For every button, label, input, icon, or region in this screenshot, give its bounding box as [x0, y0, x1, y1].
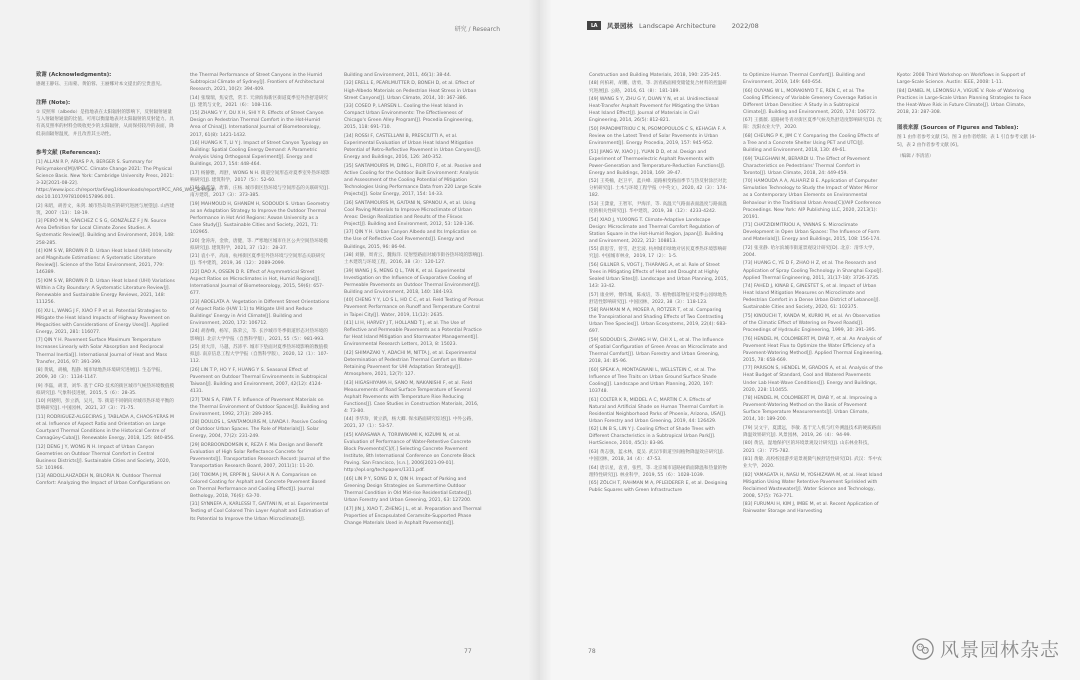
reference-item: [13] ABDOLLAHZADEH N, BILORIA N. Outdoor Thermal Comfort: Analyzing the Impact of Urban Configurations on — [36, 474, 170, 487]
notes-heading: 注释 (Note): — [36, 100, 71, 107]
page-number: 77 — [464, 648, 472, 655]
left-column-3 — [344, 72, 484, 528]
left-columns — [36, 72, 484, 528]
reference-item: [30] TOKIMA J M, ERPFIN J, SHAH A N A. Comparison on Colored Coating for Asphalt and Concrete Pavement Based on Thermal Performance and Cooling Effect[J]. Journal Bethology, 2018, 76(6): 63-70. — [190, 472, 326, 499]
reference-item: the Thermal Performance of Street Canyons in the Humid Subtropical Climate of Sydney[J]. Frontiers of Architectural Research, 2021, 10(2): 394-409. — [190, 73, 325, 93]
wechat-logo-icon — [912, 638, 934, 660]
ref-list — [190, 72, 330, 523]
reference-item: [50] PAPADIMITRIOU C N, PSOMOPOULOS C S, KEHAGIA F. A Review on the Latest Trend of Solar Pavements in Urban Environment[J]. Energy Procedia, 2019, 157: 945-952. — [589, 126, 726, 147]
reference-item: [57] 康业婷，傅伟城，陈成培，等. 植物群落物征对夏季公园绿地热舒适性影响研究[J]. 中国园林，2022, 38（3）：118-123. — [589, 292, 727, 305]
reference-item: [56] GILLNER S, VOGT J, THARANG A, et al. Role of Street Trees in Mitigating Effects of Heat and Drought at Highly Sealed Urban Sites[J]. Landscape and Urban Planning, 2015, 143: 33-42. — [589, 262, 728, 290]
reference-item: [44] 李华珍，黄立新，杨大卿. 保水路面研究综述[J]. 中外公路，2021, 37（1）：53-57. — [344, 417, 476, 430]
right-columns — [589, 72, 1037, 517]
notes-text: ① 反照率（albedo）是指地表在太阳辐射的影响下，反射辐射通量与入射辐射通量的比值。可用以衡量地表对太阳辐射的反射能力。具有高反照率的材料会吸收更少的太阳辐射，从而保持较冷的表面，降低表面辐射温度，并且改善其主动性。 — [36, 110, 174, 137]
reference-item: [46] LIN P Y, SONG D X, QIN H. Impact of Parking and Greening Design Strategies on Summertime Outdoor Thermal Condition in Old Mid-rise Residential Estates[J]. Urban Forestry and Urban Greening, 2021, 63: 127200. — [344, 476, 473, 504]
running-head: 研究 / Research — [454, 26, 500, 33]
reference-item: [6] XU L, WANG J F, XIAO F P et al. Potential Strategies to Mitigate the Heat Island Impacts of Highway Pavement on Megacities with Considerations of Energy Uses[J]. Applied Energy, 2021, 281: 116077. — [36, 308, 170, 335]
reference-item: [83] FURUMAI H, KIM J, IMBE M, et al. Recent Application of Rainwater Storage and Harvesting — [743, 502, 879, 515]
fig-sources-text: 图 1 由作者参考文献 [5]、图 3 由作者绘制；表 1 引自参考文献 [4-5]，表 2 由作者参考文献 [6]。 — [897, 135, 1036, 148]
reference-item: Kyoto: 2008 Third Workshop on Workflows in Support of Large-Scale Science. Austin: IEEE, 2008: 1-11. — [897, 73, 1026, 86]
reference-item: [53] 王潇童，王智军，尹海洋，等. 高温天气路面表面温度与路面温度的相关性研究[J]. 华中建筑，2019, 38（12）：4233-4242. — [589, 201, 727, 215]
reference-item: [45] KARASAWA A, TORIIWIKAMI K, KIZUMI N, et al. Evaluation of Performance of Water-Retentive Concrete Block Pavements[C]//[.] Selecting Concrete Pavement Institute, 8th International Conference on Concrete Block Paving. San Francisco, [s.n.], 2006[2021-09-01]. http://epl.org/techpapers/1311.pdf. — [344, 432, 476, 474]
ref-list — [897, 72, 1037, 116]
editor-credit: （编辑 / 李清清） — [897, 153, 934, 159]
reference-item: [64] 唐宗星，袁青，张哲，等. 北京城市道路树荫面降温和热量的物理特性研究[J]. 林业科学，2019, 55（6）：1028-1039. — [589, 465, 727, 478]
ref-list — [344, 72, 484, 527]
reference-item: [74] FAHED J, KINAB E, GINESTET S, et al. Impact of Urban Heat Island Mitigation Measures on Microclimate and Pedestrian Comfort in a Dense Urban District of Lebanon[J]. Sustainable Cities and Society, 2020, 61: 102375. — [743, 284, 880, 311]
right-page — [540, 0, 1080, 680]
fig-sources-heading: 图表来源 (Sources of Figures and Tables): — [897, 125, 1019, 132]
reference-item: [20] 金涛涛，金欣，唐健，等. 严寒地区城市住区公共空间热环境模拟研究[J]. 建筑科学，2021, 37（12）：28-37. — [190, 238, 328, 251]
reference-item: [68] CHEUNG P K, JIM C Y. Comparing the Cooling Effects of a Tree and a Concrete Shelter Using PET and UTCI[J]. Building and Environment, 2018, 130: 49-61. — [743, 133, 879, 154]
reference-item: [43] HIGASHIYAMA H, SANO M, NAKANISHI F, et al. Field Measurements of Road Surface Temperature of Several Asphalt Pavements with Temperature Rise Reducing Functions[J]. Case Studies in Construction Materials, 2016, 4: 73-80. — [344, 380, 479, 414]
right-column-3 — [897, 72, 1037, 517]
ref-list — [36, 159, 216, 488]
journal-name-cn: 风景园林 — [607, 22, 633, 30]
reference-item: [80] 黄洁，湿地保护区的环境景观设计研究[J]. 山东林业科技，2021（3）：775-782. — [743, 441, 873, 454]
left-column-2 — [190, 72, 330, 528]
page-number: 78 — [588, 648, 596, 655]
reference-item: [76] HENDEL M, COLOMBERT M, DIAB Y, et al. An Analysis of Pavement Heat Flux to Optimize the Water Efficiency of a Pavement-Watering Method[J]. Applied Thermal Engineering, 2015, 78: 658-669. — [743, 336, 883, 363]
reference-item: [59] SODOUDI S, ZHANG H W, CHI X L, et al. The Influence of Spatial Configuration of Green Areas on Microclimate and Thermal Comfort[J]. Urban Forestry and Urban Greening, 2018, 34: 85-96. — [589, 337, 728, 365]
reference-item: [52] 王英楠，赵卫平，蓝兵峰. 道路相变路面季节与热反射涂层对比分析研究[J]. 土木与环境工程学报（中英文），2020, 42（3）：174-182. — [589, 179, 728, 199]
reference-item: [16] HUANG K T, LI Y J. Impact of Street Canyon Typology on Building: Spatial Cooling Energy Demand: A Parametric Analysis Using Orthogonal Experiment[J]. Energy and Buildings, 2017, 154: 448-464. — [190, 141, 329, 168]
reference-item: [73] HUANG C, YE D F, ZHAO H Z, et al. The Research and Application of Spray Cooling Technology in Shanghai Expo[J]. Applied Thermal Engineering, 2011, 31(17-18): 3726-3735. — [743, 261, 883, 281]
reference-item: [77] PARISON S, HENDEL M, GRADOS A, et al. Analysis of the Heat Budget of Standard, Cool and Watered Pavements Under Lab Heat-Wave Conditions[J]. Energy and Buildings, 2020, 228: 110455. — [743, 366, 883, 393]
reference-item: [67] 王薇薇. 道路树冬青对街区夏季气候及热舒适度影响研究[D]. 沈阳：沈阳农业大学，2020. — [743, 118, 882, 131]
reference-item: [7] QIN Y H. Pavement Surface Maximum Temperature Increases Linearly with Solar Absorption and Reciprocal Thermal Inertia[J]. International Journal of Heat and Mass Transfer, 2016, 97: 391-399. — [36, 338, 168, 365]
journal-logo-icon: LA — [587, 21, 601, 30]
reference-item: [28] DOULOS L, SANTAMOURIS M, LIVADA I. Passive Cooling of Outdoor Urban Spaces. The Role of Materials[J]. Solar Energy, 2004, 77(2): 231-249. — [190, 420, 328, 440]
reference-item: Building and Environment, 2011, 46(1): 38-44. — [344, 73, 452, 78]
reference-item: [27] TAN S A, FWA T F. Influence of Pavement Materials on the Thermal Environment of Outdoor Spaces[J]. Building and Environment, 1992, 27(3): 289-295. — [190, 397, 330, 417]
wechat-watermark — [912, 635, 1060, 662]
reference-item: [66] OUYANG W L, MORAKINYO T E, REN C, et al. The Cooling Efficiency of Variable Greenery Coverage Ratios in Different Urban Densities: A Study in a Subtropical Climate[J]. Building and Environment, 2020, 174: 106772. — [743, 88, 878, 115]
right-column-2 — [743, 72, 883, 517]
left-column-1 — [36, 72, 216, 528]
reference-item: [72] 张亚静. 哈尔滨城市街道景观设计研究[D]. 北京：清华大学，2004. — [743, 245, 878, 258]
reference-item: [14] 张瑞瑞，焦安营，常丰. 天津滨海新区街道夏季室外热舒适研究[J]. 建筑与文化，2021（6）：108-116. — [190, 95, 328, 108]
reference-item: [54] XIAO J, YUXIONG T. Climate-Adaptive Landscape Design: Microclimate and Thermal Comfort Regulation of Station Square in the Hot-Humid Region, Japan[J]. Building and Environment, 2022, 212: 108813. — [589, 217, 724, 244]
reference-item: [21] 袁小平，高雨，杭州街区夏季室外热环境与空间形态关联研究[J]. 华中建筑，2019, 36（12）：2089-2099. — [190, 254, 325, 267]
reference-item: [51] JIANG W, XIAO J J, YUAN D D, et al. Design and Experiment of Thermoelectric Asphalt Pavements with Power-Generation and Temperature-Reduction Functions[J]. Energy and Buildings, 2018, 169: 39-47. — [589, 149, 726, 176]
reference-item: [62] LIN B S, LIN Y J. Cooling Effect of Shade Trees with Different Characteristics in a Subtropical Urban Park[J]. HortScience, 2010, 45(1): 83-86. — [589, 427, 716, 447]
reference-item: [82] YAMAGATA H, NASU M, YOSHIZAWA M, et al. Heat Island Mitigation Using Water Retentive Pavement Sprinkled with Reclaimed Wastewater[J]. Water Science and Technology, 2008, 57(5): 763-771. — [743, 472, 883, 499]
reference-item: [65] ZÖLCH T, RAHMAN M A, PFLEIDERER E, et al. Designing Public Squares with Green Infrastructure — [589, 481, 728, 494]
reference-item: [79] 吴文宇，夏潇远，李敏. 基于无人机与红外测温技术的硬质路面降温效果研究[J]. 风景园林，2019, 26（4）：94-99. — [743, 425, 881, 438]
reference-item: [25] 刘大洋，马越，苏沛平. 城市下垫面对夏季热环境影响的数值模拟[J]. 南京信息工程大学学报（自然科学版），2020, 12（1）：107-112. — [190, 345, 329, 365]
reference-item: [10] 何晓明，彭立新，吴凡，等. 街道不同朝向对城市热环境平衡的影响研究[J]. 中国园林，2021, 37（3）：71-75. — [36, 399, 174, 412]
reference-item: [55] 薛思雪，曾雪，赵宏波. 杭州城市绿地对居民夏季热环境影响研究[J]. 中国城市林业，2019, 17（2）：1-5. — [589, 247, 727, 260]
reference-item: [15] ZHANG Y Y, DU X H, SHI Y R. Effects of Street Canyon Design on Pedestrian Thermal Comfort in the Hot-Humid Area of China[J]. International Journal of Biometeorology, 2017, 61(8): 1421-1432. — [190, 111, 324, 138]
right-column-1 — [589, 72, 729, 517]
refs-heading: 参考文献 (References): — [36, 149, 101, 156]
reference-item: [17] 杨静雅，周舒，WONG N H. 街道空间形态对夏季室外热环境影响研究[J]. 建筑科学，2017（5）：52-60. — [190, 170, 330, 183]
reference-item: [39] WANG J S, MENG Q L, TAN K, et al. Experimental Investigation on the Influence of Evaporative Cooling of Permeable Pavements on Outdoor Thermal Environment[J]. Building and Environment, 2018, 140: 184-193. — [344, 268, 481, 295]
watermark-text: 风景园林杂志 — [939, 639, 1060, 661]
reference-item: [29] BORBOONDOMSIN K, REZA F. Mix Design and Benefit Evaluation of High Solar Reflectance Concrete for Pavements[J]. Transportation Research Record: Journal of the Transportation Research Board, 2007, 2011(1): 11-20. — [190, 442, 331, 470]
reference-item: [34] ROSSI F, CASTELLANI B, PRESCIUTTI A, et al. Experimental Evaluation of Urban Heat Island Mitigation Potential of Retro-Reflective Pavement in Urban Canyons[J]. Energy and Buildings, 2016, 126: 340-352. — [344, 133, 482, 161]
reference-item: [23] ABOELATA A. Vegetation in Different Street Orientations of Aspect Ratio (H/W 1:1) to Mitigate UHI and Reduce Buildings' Energy in Arid Climate[J]. Building and Environment, 2020, 172: 106712. — [190, 299, 330, 326]
reference-item: [70] HAMOUDA A A, ALHAFIZ B E. Application of Computer Simulation Technology to Study the Impact of Water Mirror as a Contemporary Urban Elements on Environmental Behaviour in the Traditional Urban Areas[C]//AIP Conference Proceedings. New York: AIP Publishing LLC, 2020, 2213(1): 20191. — [743, 179, 881, 220]
ack-heading: 致谢 (Acknowledgments): — [36, 72, 112, 78]
reference-item: Construction and Building Materials, 2018, 190: 235-245. — [589, 73, 721, 78]
reference-item: [1] ALLAN R P, ARIAS P A, BERGER S. Summary for Policymakers[M]//IPCC. Climate Change 2021: The Physical Science Basis. New York: Cambridge University Press, 2021: 3-32[2021-08-22]. https://www.ipcc.ch/report/ar6/wg1/downloads/report/IPCC_AR6_WGI_SPM.pdf. doi:10.1017/9781009157896.001. — [36, 159, 216, 201]
reference-item: [11] RODRIGUEZ-ALGECIRAS J, TABLADA A, CHAOS-YERAS M et al. Influence of Aspect Ratio and Orientation on Large Courtyard Thermal Conditions in the Historical Centre of Camagüey-Cuba[J]. Renewable Energy, 2018, 125: 840-856. — [36, 414, 175, 442]
journal-name-en: Landscape Architecture — [639, 21, 716, 30]
reference-item: [69] TALEGHANI M, BERARDI U. The Effect of Pavement Characteristics on Pedestrians' Thermal Comfort in Toronto[J]. Urban Climate, 2018, 24: 449-459. — [743, 156, 870, 176]
reference-item: [8] 黄斌，胡楠，程静. 城市绿地热环境研究进展[J]. 生态学报，2009, 30（3）：1134-1147. — [36, 368, 165, 381]
reference-item: [58] RAHMAN M A, MOSER A, RÖTZER T, et al. Comparing the Transpirational and Shading Effects of Two Contrasting Urban Tree Species[J]. Urban Ecosystems, 2019, 22(4): 683-697. — [589, 308, 727, 335]
reference-item: [63] 黄志强，蓝永林，夏吴. 武汉市街道空间植物降温效应研究[J]. 中国园林，2018, 34（4）：47-53. — [589, 449, 725, 463]
reference-item: [12] DENG J Y, WONG N H. Impact of Urban Canyon Geometries on Outdoor Thermal Comfort in Central Business Districts[J]. Sustainable Cities and Society, 2020, 53: 101966. — [36, 444, 171, 471]
reference-item: [4] KIM S W, BROWN R D. Urban Heat Island (UHI) Intensity and Magnitude Estimations: A Systematic Literature Review[J]. Science of the Total Environment, 2021, 779: 146389. — [36, 249, 173, 276]
reference-item: to Optimize Human Thermal Comfort[J]. Building and Environment, 2019, 149: 640-654. — [743, 73, 865, 86]
ref-list — [589, 72, 729, 494]
journal-header — [587, 21, 759, 30]
reference-item: [37] QIN Y H. Urban Canyon Albedo and Its Implication on the Use of Reflective Cool Pavements[J]. Energy and Buildings, 2015, 96: 86-94. — [344, 230, 477, 250]
reference-item: [26] LIN T P, HO Y F, HUANG Y S. Seasonal Effect of Pavement on Outdoor Thermal Environments in Subtropical Taiwan[J]. Building and Environment, 2007, 42(12): 4124-4131. — [190, 367, 327, 395]
reference-item: [78] HENDEL M, COLOMBERT M, DIAB Y, et al. Improving a Pavement-Watering Method on the Basis of Pavement Surface Temperature Measurements[J]. Urban Climate, 2014, 10: 189-200. — [743, 396, 877, 423]
reference-item: [31] SYNNEFA A, KARLESSI T, GAITANI N, et al. Experimental Testing of Cool Colored Thin Layer Asphalt and Estimation of Its Potential to Improve the Urban Microclimate[J]. — [190, 502, 329, 522]
reference-item: [33] COSEO P, LARSEN L. Cooling the Heat Island in Compact Urban Environments: The Effectiveness of Chicago's Green Alley Program[J]. Procedia Engineering, 2015, 118: 691-710. — [344, 104, 474, 131]
reference-item: [19] MAHMOUD H, GHANEM H, SODOUDI S. Urban Geometry as an Adaptation Strategy to Improve the Outdoor Thermal Performance in Hot Arid Regions: Aswan University as a Case Study[J]. Sustainable Cities and Society, 2021, 71: 102965. — [190, 201, 330, 236]
reference-item: [22] DAO A, OSSEN D R. Effect of Asymmetrical Street Aspect Ratios on Microclimates in Hot, Humid Regions[J]. International Journal of Biometeorology, 2015, 59(6): 657-677. — [190, 269, 324, 297]
reference-item: [41] LI H, HARVEY J T, HOLLAND T J, et al. The Use of Reflective and Permeable Pavements as a Potential Practice for Heat Island Mitigation and Stormwater Management[J]. Environmental Research Letters, 2013, 8: 15023. — [344, 321, 482, 348]
reference-item: [5] KIM S W, BROWN R D. Urban Heat Island (UHI) Variations Within a City Boundary: A Systematic Literature Review[J]. Renewable and Sustainable Energy Reviews, 2021, 148: 111256. — [36, 278, 175, 306]
reference-item: [36] SANTAMOURIS M, GAITANI N, SPANOU A, et al. Using Cool Paving Materials to Improve Microclimate of Urban Areas: Design Realization and Results of the Flisvos Project[J]. Building and Environment, 2012, 53: 128-136. — [344, 200, 476, 227]
reference-item: [3] PEIRÓ M N, SÁNCHEZ C S G, GONZÁLEZ F J N. Source Area Definition for Local Climate Zones Studies. A Systematic Review[J]. Building and Environment, 2019, 148: 258-285. — [36, 219, 175, 246]
reference-item: [81] 黄敏. 高校校园游步道景观微气候舒适性研究[D]. 武汉：华中农业大学，2020. — [743, 457, 882, 470]
reference-item: [35] SANTAMOURIS M, DING L, FIORITO F, et al. Passive and Active Cooling for the Outdoor Built Environment: Analysis and Assessment of the Cooling Potential of Mitigation Technologies Using Performance Data from 220 Large Scale Projects[J]. Solar Energy, 2017, 154: 14-33. — [344, 163, 482, 198]
reference-item: [75] KINOUCHI T, KANDA M, KURIKI M, et al. An Observation of the Climatic Effect of Watering on Paved Roads[J]. Proceedings of Hydraulic Engineering, 1999, 30: 391-395. — [743, 313, 881, 334]
reference-item: [2] 朱昭，胡善文，朱剑. 城市热岛效应的研究进展与展望[J]. 山西建筑，2007（13）：18-19. — [36, 203, 175, 216]
reference-item: [40] CHENG Y Y, LO S L, HO C C, et al. Field Testing of Porous Pavement Performance on Runoff and Temperature Control in Taipei City[J]. Water, 2019, 11(12): 2635. — [344, 298, 484, 318]
reference-item: [61] COLTER K R, MIDDEL A C, MARTIN C A. Effects of Natural and Artificial Shade on Human Thermal Comfort in Residential Neighborhood Parks of Phoenix, Arizona, USA[J]. Urban Forestry and Urban Greening, 2019, 44: 126429. — [589, 397, 727, 424]
reference-item: [42] SHIMAZAKI Y, ADACHI M, NITTA J, et al. Experimental Determination of Pedestrian Thermal Comfort on Water-Retaining Pavement for UHI Adaptation Strategy[J]. Atmosphere, 2021, 12(7): 127. — [344, 350, 477, 378]
reference-item: [47] JIN J, XIAO T, ZHENG J L, et al. Preparation and Thermal Properties of Encapsulated Ceramsite-Supported Phase Change Materials Used in Asphalt Pavements[J]. — [344, 506, 482, 526]
reference-item: [48] 何柏莉，胡鹏，唐勇，等. 沥青路面相变储能复合材料的控温研究进展[J]. 公路，2016, 61（8）：181-189. — [589, 81, 727, 94]
reference-item: [38] 刘静，周青云，魏海洋. 反射型路面对城市街谷热环境的影响[J]. 土木建筑与环境工程，2016, 38（3）：120-127. — [344, 252, 484, 266]
reference-item: [60] SPEAK A, MONTAGNANI L, WELLSTEIN C, et al. The Influence of Tree Traits on Urban Ground Surface Shade Cooling[J]. Landscape and Urban Planning, 2020, 197: 103748. — [589, 367, 717, 395]
reference-item: [84] DANIEL M, LEMONSU A, VIGUIÉ V. Role of Watering Practices in Large-Scale Urban Planning Strategies to Face the Heat-Wave Risk in Future Climate[J]. Urban Climate, 2018, 23: 287-308. — [897, 88, 1032, 115]
reference-item: [9] 李磊，胡非，刘华. 基于 CFD 技术的街区城市气候热环境数值模拟研究[J]. 气象科技进展，2015, 5（6）：28-35. — [36, 383, 175, 396]
reference-item: [24] 胡春峰，杨军，陈荣云，等. 长沙城市冬季街道形态对热环境的影响[J]. 北京大学学报（自然科学版），2021, 55（5）：981-993. — [190, 329, 328, 342]
reference-item: [32] ERELL E, PEARLMUTTER D, BONEH D, et al. Effect of High-Albedo Materials on Pedestrian Heat Stress in Urban Street Canyons[J]. Urban Climate, 2014, 10: 367-386. — [344, 81, 477, 101]
reference-item: [18] 曾鑫莹，唐新，庄杨. 城市街区热环境与空间形态的关联研究[J]. 南方建筑，2017（3）：373-385. — [190, 186, 330, 199]
ack-text: 感谢王静钰、王雨蒙、黄铂蓉、王丽娜对本文提出的宝贵意见。 — [36, 82, 165, 88]
issue-number: 2022/08 — [731, 21, 759, 30]
ref-list — [743, 72, 883, 516]
reference-item: [71] CHATZIDIMITRIOU A, YANNAS S. Microclimate Development in Open Urban Spaces: The Influence of Form and Materials[J]. Energy and Buildings, 2015, 108: 156-174. — [743, 223, 881, 243]
reference-item: [49] WANG S Y, ZHU G Y, DUAN Y N, et al. Unidirectional Heat-Transfer Asphalt Pavement for Mitigating the Urban Heat Island Effect[J]. Journal of Materials in Civil Engineering, 2014, 26(5): 812-821. — [589, 97, 720, 124]
